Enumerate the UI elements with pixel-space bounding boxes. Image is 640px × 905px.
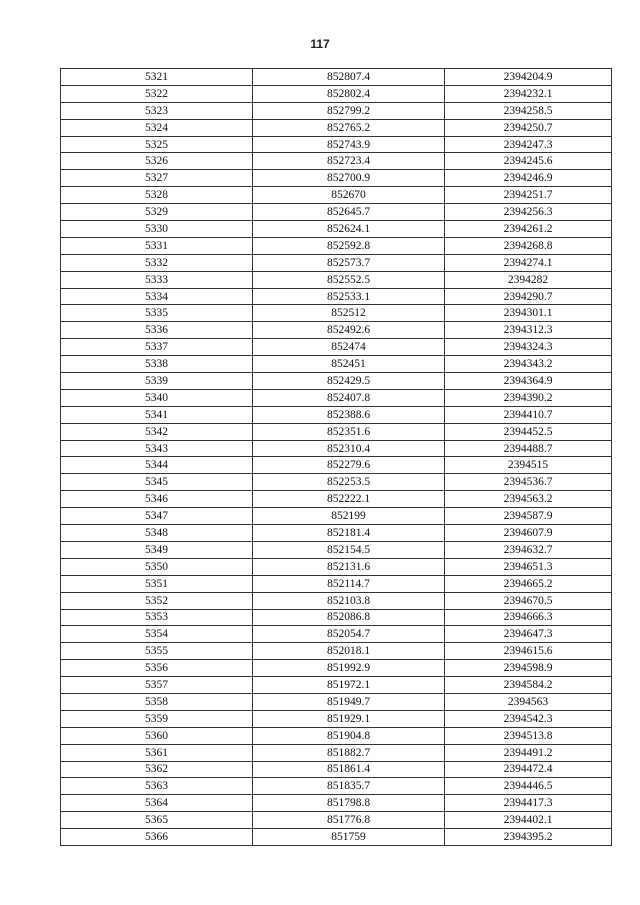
table-row	[61, 322, 612, 339]
x-coordinate-cell: 852131.6	[253, 558, 445, 575]
x-coordinate-cell: 852154.5	[253, 541, 445, 558]
coordinates-table	[60, 68, 612, 846]
table-row	[61, 592, 612, 609]
table-row	[61, 710, 612, 727]
point-number-cell: 5360	[61, 727, 253, 744]
x-coordinate-cell: 852670	[253, 187, 445, 204]
point-number-cell: 5350	[61, 558, 253, 575]
x-coordinate-cell: 851759	[253, 829, 445, 846]
x-coordinate-cell: 852552.5	[253, 271, 445, 288]
table-row	[61, 693, 612, 710]
y-coordinate-cell: 2394666.3	[445, 609, 612, 626]
y-coordinate-cell: 2394246.9	[445, 170, 612, 187]
point-number-cell: 5323	[61, 102, 253, 119]
x-coordinate-cell: 852351.6	[253, 423, 445, 440]
x-coordinate-cell: 852645.7	[253, 204, 445, 221]
x-coordinate-cell: 851904.8	[253, 727, 445, 744]
point-number-cell: 5361	[61, 744, 253, 761]
y-coordinate-cell: 2394488.7	[445, 440, 612, 457]
point-number-cell: 5343	[61, 440, 253, 457]
table-row	[61, 474, 612, 491]
x-coordinate-cell: 852573.7	[253, 254, 445, 271]
table-row	[61, 626, 612, 643]
y-coordinate-cell: 2394587.9	[445, 508, 612, 525]
x-coordinate-cell: 852086.8	[253, 609, 445, 626]
x-coordinate-cell: 852181.4	[253, 525, 445, 542]
table-row	[61, 457, 612, 474]
x-coordinate-cell: 852492.6	[253, 322, 445, 339]
x-coordinate-cell: 852474	[253, 339, 445, 356]
point-number-cell: 5330	[61, 221, 253, 238]
x-coordinate-cell: 852512	[253, 305, 445, 322]
y-coordinate-cell: 2394247.3	[445, 136, 612, 153]
x-coordinate-cell: 852279.6	[253, 457, 445, 474]
point-number-cell: 5338	[61, 356, 253, 373]
table-row	[61, 204, 612, 221]
table-row	[61, 254, 612, 271]
table-row	[61, 221, 612, 238]
x-coordinate-cell: 852114.7	[253, 575, 445, 592]
point-number-cell: 5334	[61, 288, 253, 305]
point-number-cell: 5353	[61, 609, 253, 626]
y-coordinate-cell: 2394256.3	[445, 204, 612, 221]
y-coordinate-cell: 2394472.4	[445, 761, 612, 778]
point-number-cell: 5364	[61, 795, 253, 812]
page-number: 117	[310, 37, 330, 51]
x-coordinate-cell: 851861.4	[253, 761, 445, 778]
point-number-cell: 5363	[61, 778, 253, 795]
table-row	[61, 812, 612, 829]
point-number-cell: 5341	[61, 406, 253, 423]
y-coordinate-cell: 2394245.6	[445, 153, 612, 170]
point-number-cell: 5352	[61, 592, 253, 609]
point-number-cell: 5329	[61, 204, 253, 221]
table-row	[61, 187, 612, 204]
table-row	[61, 406, 612, 423]
point-number-cell: 5347	[61, 508, 253, 525]
table-row	[61, 85, 612, 102]
y-coordinate-cell: 2394274.1	[445, 254, 612, 271]
point-number-cell: 5359	[61, 710, 253, 727]
table-row	[61, 643, 612, 660]
x-coordinate-cell: 852222.1	[253, 491, 445, 508]
point-number-cell: 5351	[61, 575, 253, 592]
y-coordinate-cell: 2394615.6	[445, 643, 612, 660]
point-number-cell: 5354	[61, 626, 253, 643]
table-row	[61, 119, 612, 136]
y-coordinate-cell: 2394282	[445, 271, 612, 288]
x-coordinate-cell: 852253.5	[253, 474, 445, 491]
y-coordinate-cell: 2394204.9	[445, 69, 612, 86]
y-coordinate-cell: 2394491.2	[445, 744, 612, 761]
y-coordinate-cell: 2394632.7	[445, 541, 612, 558]
x-coordinate-cell: 852700.9	[253, 170, 445, 187]
point-number-cell: 5357	[61, 677, 253, 694]
y-coordinate-cell: 2394364.9	[445, 373, 612, 390]
table-row	[61, 744, 612, 761]
table-row	[61, 339, 612, 356]
x-coordinate-cell: 852407.8	[253, 389, 445, 406]
table-row	[61, 356, 612, 373]
x-coordinate-cell: 852018.1	[253, 643, 445, 660]
y-coordinate-cell: 2394410.7	[445, 406, 612, 423]
table-row	[61, 761, 612, 778]
y-coordinate-cell: 2394395.2	[445, 829, 612, 846]
point-number-cell: 5322	[61, 85, 253, 102]
x-coordinate-cell: 851776.8	[253, 812, 445, 829]
point-number-cell: 5358	[61, 693, 253, 710]
y-coordinate-cell: 2394343.2	[445, 356, 612, 373]
point-number-cell: 5355	[61, 643, 253, 660]
x-coordinate-cell: 852199	[253, 508, 445, 525]
x-coordinate-cell: 851798.8	[253, 795, 445, 812]
x-coordinate-cell: 852388.6	[253, 406, 445, 423]
table-row	[61, 491, 612, 508]
y-coordinate-cell: 2394250.7	[445, 119, 612, 136]
y-coordinate-cell: 2394598.9	[445, 660, 612, 677]
x-coordinate-cell: 851929.1	[253, 710, 445, 727]
table-row	[61, 102, 612, 119]
y-coordinate-cell: 2394402.1	[445, 812, 612, 829]
point-number-cell: 5333	[61, 271, 253, 288]
y-coordinate-cell: 2394647.3	[445, 626, 612, 643]
x-coordinate-cell: 851992.9	[253, 660, 445, 677]
point-number-cell: 5326	[61, 153, 253, 170]
y-coordinate-cell: 2394301.1	[445, 305, 612, 322]
table-row	[61, 271, 612, 288]
y-coordinate-cell: 2394563.2	[445, 491, 612, 508]
point-number-cell: 5332	[61, 254, 253, 271]
x-coordinate-cell: 852723.4	[253, 153, 445, 170]
y-coordinate-cell: 2394268.8	[445, 237, 612, 254]
y-coordinate-cell: 2394665.2	[445, 575, 612, 592]
y-coordinate-cell: 2394584.2	[445, 677, 612, 694]
x-coordinate-cell: 852310.4	[253, 440, 445, 457]
x-coordinate-cell: 851972.1	[253, 677, 445, 694]
table-row	[61, 795, 612, 812]
point-number-cell: 5366	[61, 829, 253, 846]
table-row	[61, 305, 612, 322]
y-coordinate-cell: 2394563	[445, 693, 612, 710]
table-row	[61, 440, 612, 457]
x-coordinate-cell: 851949.7	[253, 693, 445, 710]
point-number-cell: 5325	[61, 136, 253, 153]
x-coordinate-cell: 852054.7	[253, 626, 445, 643]
table-row	[61, 373, 612, 390]
table-row	[61, 136, 612, 153]
point-number-cell: 5321	[61, 69, 253, 86]
table-row	[61, 69, 612, 86]
point-number-cell: 5337	[61, 339, 253, 356]
table-row	[61, 237, 612, 254]
table-row	[61, 541, 612, 558]
point-number-cell: 5327	[61, 170, 253, 187]
y-coordinate-cell: 2394261.2	[445, 221, 612, 238]
table-row	[61, 558, 612, 575]
x-coordinate-cell: 852592.8	[253, 237, 445, 254]
y-coordinate-cell: 2394324.3	[445, 339, 612, 356]
point-number-cell: 5324	[61, 119, 253, 136]
y-coordinate-cell: 2394515	[445, 457, 612, 474]
point-number-cell: 5345	[61, 474, 253, 491]
x-coordinate-cell: 852429.5	[253, 373, 445, 390]
x-coordinate-cell: 852624.1	[253, 221, 445, 238]
x-coordinate-cell: 852802.4	[253, 85, 445, 102]
table-row	[61, 508, 612, 525]
table-row	[61, 170, 612, 187]
x-coordinate-cell: 852103.8	[253, 592, 445, 609]
point-number-cell: 5365	[61, 812, 253, 829]
point-number-cell: 5348	[61, 525, 253, 542]
y-coordinate-cell: 2394670.5	[445, 592, 612, 609]
y-coordinate-cell: 2394513.8	[445, 727, 612, 744]
table-row	[61, 778, 612, 795]
coordinates-table-body	[61, 69, 612, 846]
table-row	[61, 153, 612, 170]
point-number-cell: 5339	[61, 373, 253, 390]
table-row	[61, 389, 612, 406]
y-coordinate-cell: 2394446.5	[445, 778, 612, 795]
point-number-cell: 5336	[61, 322, 253, 339]
table-row	[61, 423, 612, 440]
table-row	[61, 677, 612, 694]
y-coordinate-cell: 2394417.3	[445, 795, 612, 812]
x-coordinate-cell: 851835.7	[253, 778, 445, 795]
x-coordinate-cell: 852807.4	[253, 69, 445, 86]
table-row	[61, 288, 612, 305]
table-row	[61, 609, 612, 626]
point-number-cell: 5328	[61, 187, 253, 204]
y-coordinate-cell: 2394390.2	[445, 389, 612, 406]
point-number-cell: 5362	[61, 761, 253, 778]
y-coordinate-cell: 2394258.5	[445, 102, 612, 119]
point-number-cell: 5331	[61, 237, 253, 254]
y-coordinate-cell: 2394651.3	[445, 558, 612, 575]
point-number-cell: 5356	[61, 660, 253, 677]
point-number-cell: 5335	[61, 305, 253, 322]
point-number-cell: 5342	[61, 423, 253, 440]
x-coordinate-cell: 852451	[253, 356, 445, 373]
table-row	[61, 660, 612, 677]
x-coordinate-cell: 852533.1	[253, 288, 445, 305]
y-coordinate-cell: 2394536.7	[445, 474, 612, 491]
y-coordinate-cell: 2394290.7	[445, 288, 612, 305]
x-coordinate-cell: 852743.9	[253, 136, 445, 153]
y-coordinate-cell: 2394607.9	[445, 525, 612, 542]
y-coordinate-cell: 2394312.3	[445, 322, 612, 339]
y-coordinate-cell: 2394232.1	[445, 85, 612, 102]
x-coordinate-cell: 852765.2	[253, 119, 445, 136]
point-number-cell: 5344	[61, 457, 253, 474]
table-row	[61, 727, 612, 744]
y-coordinate-cell: 2394542.3	[445, 710, 612, 727]
point-number-cell: 5340	[61, 389, 253, 406]
x-coordinate-cell: 852799.2	[253, 102, 445, 119]
y-coordinate-cell: 2394452.5	[445, 423, 612, 440]
point-number-cell: 5346	[61, 491, 253, 508]
point-number-cell: 5349	[61, 541, 253, 558]
table-row	[61, 575, 612, 592]
y-coordinate-cell: 2394251.7	[445, 187, 612, 204]
table-row	[61, 829, 612, 846]
table-row	[61, 525, 612, 542]
x-coordinate-cell: 851882.7	[253, 744, 445, 761]
